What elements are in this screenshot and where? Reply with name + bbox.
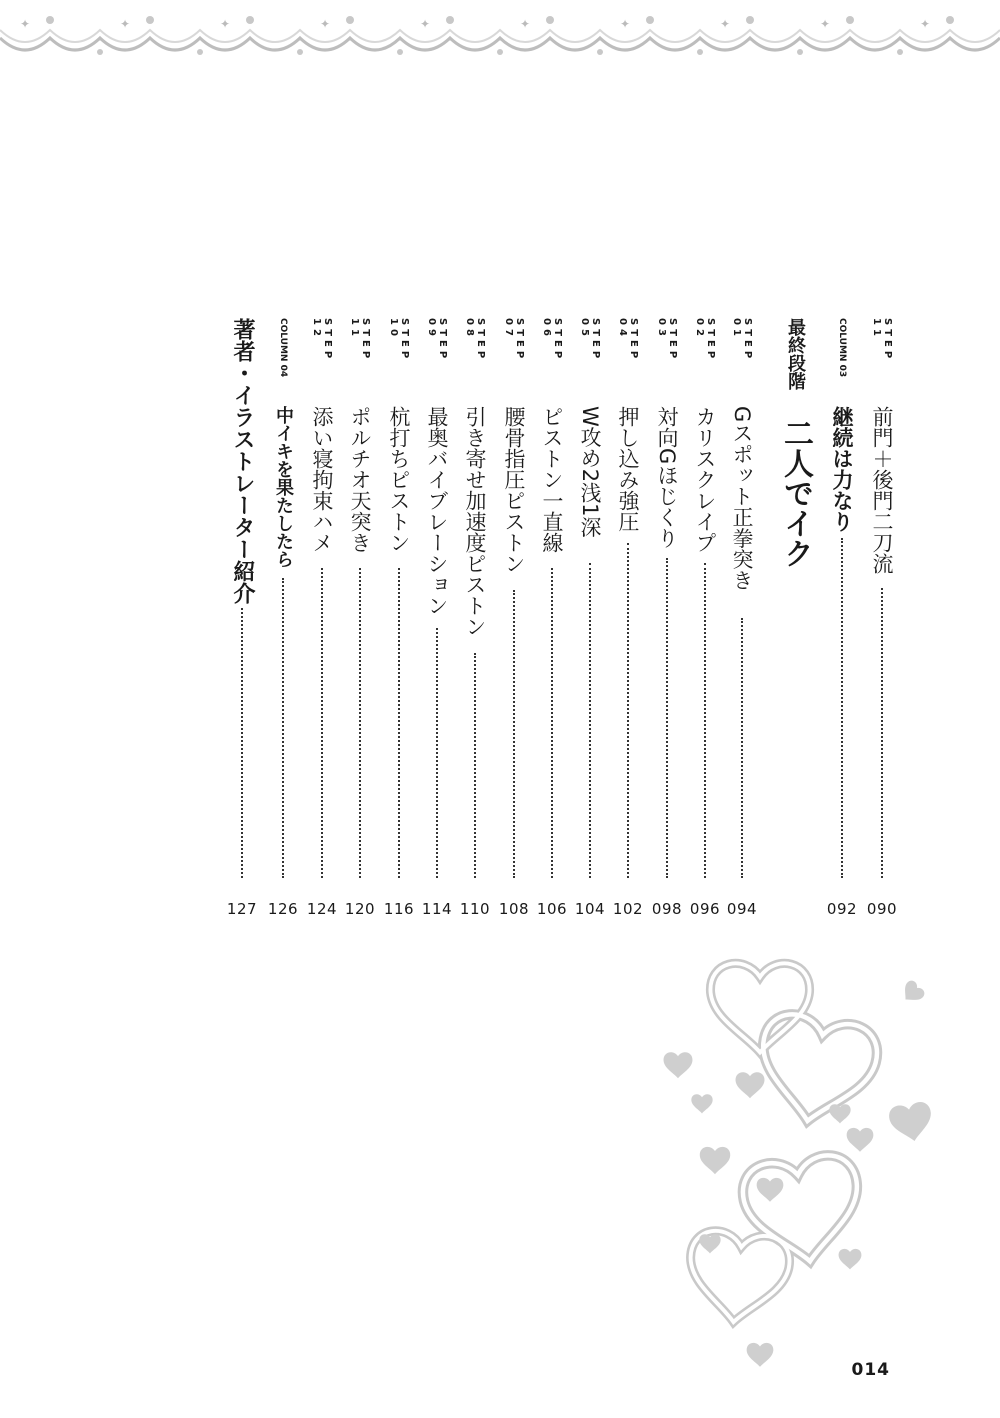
entry-title: Gスポット正拳突き (730, 406, 754, 591)
svg-text:✦: ✦ (820, 17, 831, 31)
entry-title: 中イキを果たしたら (273, 406, 294, 568)
entry-title: カリスクレイプ (693, 406, 717, 553)
toc-entry[interactable] (822, 318, 862, 918)
toc-entry[interactable] (379, 318, 419, 918)
step-label: STEP 11 (349, 318, 371, 363)
entry-page: 090 (866, 900, 898, 918)
dot-leader (666, 558, 668, 878)
toc-entry[interactable] (455, 318, 495, 918)
entry-page: 104 (574, 900, 606, 918)
entry-page: 127 (226, 900, 258, 918)
entry-page: 114 (421, 900, 453, 918)
dot-leader (589, 563, 591, 878)
dot-leader (513, 590, 515, 878)
heart-icon (699, 1234, 720, 1253)
toc-entry[interactable] (685, 318, 725, 918)
entry-page: 098 (651, 900, 683, 918)
dot-leader (704, 563, 706, 878)
step-label: STEP 08 (464, 318, 486, 363)
toc-entry[interactable] (532, 318, 572, 918)
entry-page: 120 (344, 900, 376, 918)
entry-title: W攻め2浅1深 (578, 406, 602, 538)
heart-icon (757, 1178, 784, 1202)
toc-entry[interactable] (647, 318, 687, 918)
svg-text:✦: ✦ (920, 17, 931, 31)
step-label: STEP 03 (656, 318, 678, 363)
section-heading (772, 318, 818, 568)
svg-text:✦: ✦ (320, 17, 331, 31)
step-label: STEP 07 (503, 318, 525, 363)
dot-leader (436, 628, 438, 878)
heart-icon (829, 1104, 850, 1123)
toc-entry[interactable] (494, 318, 534, 918)
entry-title: ポルチオ天突き (348, 406, 372, 553)
entry-page: 126 (267, 900, 299, 918)
svg-text:✦: ✦ (20, 17, 31, 31)
entry-title: ピストン一直線 (540, 406, 564, 553)
toc-entry[interactable] (722, 318, 762, 918)
dot-leader (241, 608, 243, 878)
step-label: STEP 06 (541, 318, 563, 363)
step-label: STEP 05 (579, 318, 601, 363)
heart-icon (736, 1072, 765, 1098)
toc-entry[interactable] (340, 318, 380, 918)
entry-title: 押し込み強圧 (616, 406, 640, 532)
section-label: 最終段階 (785, 318, 806, 390)
dot-leader (841, 538, 843, 878)
dot-leader (282, 578, 284, 878)
svg-text:✦: ✦ (520, 17, 531, 31)
dot-leader (359, 568, 361, 878)
dot-leader (627, 543, 629, 878)
dot-leader (398, 568, 400, 878)
dot-leader (321, 568, 323, 878)
page-number: 014 (851, 1360, 890, 1380)
toc-entry[interactable] (862, 318, 902, 918)
entry-page: 094 (726, 900, 758, 918)
heart-icon (691, 1094, 712, 1113)
entry-page: 124 (306, 900, 338, 918)
step-label: STEP 09 (426, 318, 448, 363)
entry-title: 最奥バイブレーション (425, 406, 449, 616)
toc-entry[interactable] (417, 318, 457, 918)
heart-icon (664, 1052, 693, 1078)
svg-text:✦: ✦ (720, 17, 731, 31)
entry-title: 前門＋後門二刀流 (870, 406, 894, 574)
entry-page: 110 (459, 900, 491, 918)
heart-icon (700, 1147, 730, 1174)
dot-leader (741, 618, 743, 878)
step-label: STEP 01 (731, 318, 753, 363)
entry-title: 添い寝拘束ハメ (310, 406, 334, 553)
column-label: COLUMN 04 (278, 318, 288, 378)
svg-text:✦: ✦ (220, 17, 231, 31)
entry-title: 杭打ちピストン (387, 406, 411, 553)
step-label: STEP 11 (871, 318, 893, 363)
entry-title: 対向Gほじくり (655, 406, 679, 549)
entry-title: 腰骨指圧ピストン (502, 406, 526, 574)
step-label: STEP 02 (694, 318, 716, 363)
toc-entry[interactable] (608, 318, 648, 918)
entry-title: 引き寄せ加速度ピストン (463, 406, 487, 637)
dot-leader (551, 568, 553, 878)
decorative-hearts (640, 940, 980, 1380)
entry-page: 106 (536, 900, 568, 918)
column-label: COLUMN 03 (837, 318, 847, 378)
dot-leader (881, 588, 883, 878)
svg-text:✦: ✦ (420, 17, 431, 31)
svg-text:✦: ✦ (120, 17, 131, 31)
dot-leader (474, 653, 476, 878)
step-label: STEP 10 (388, 318, 410, 363)
heart-icon (887, 1100, 935, 1144)
toc-entry[interactable] (570, 318, 610, 918)
section-title: 二人でイク (778, 418, 813, 568)
heart-icon (747, 1343, 774, 1367)
entry-page: 092 (826, 900, 858, 918)
entry-title: 著者・イラストレーター紹介 (230, 318, 255, 604)
entry-title: 継続は力なり (830, 406, 854, 532)
toc-entry[interactable] (302, 318, 342, 918)
entry-page: 116 (383, 900, 415, 918)
toc-entry[interactable] (263, 318, 303, 918)
toc-entry[interactable] (222, 318, 262, 918)
entry-page: 108 (498, 900, 530, 918)
entry-page: 096 (689, 900, 721, 918)
entry-page: 102 (612, 900, 644, 918)
heart-icon (898, 978, 927, 1007)
heart-icon (847, 1128, 874, 1152)
heart-icon (839, 1249, 862, 1270)
step-label: STEP 04 (617, 318, 639, 363)
svg-text:✦: ✦ (620, 17, 631, 31)
step-label: STEP 12 (311, 318, 333, 363)
